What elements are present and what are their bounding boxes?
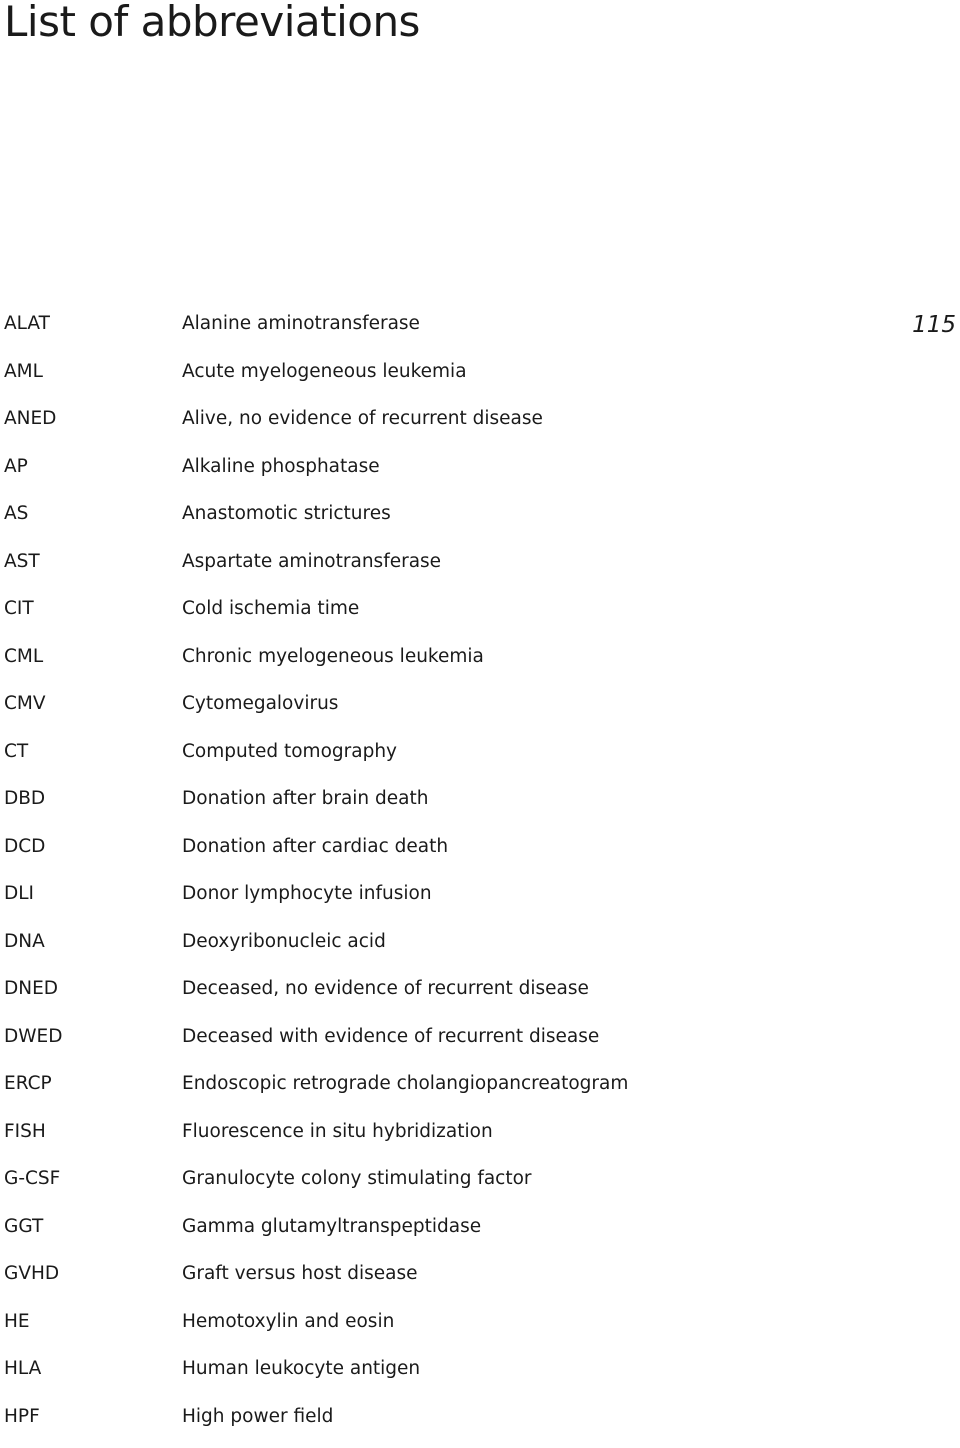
abbreviation-row (0, 783, 900, 831)
abbreviation-term: DBD (0, 783, 182, 815)
page-title: List of abbreviations (4, 0, 420, 46)
abbreviation-definition: Granulocyte colony stimulating factor (182, 1163, 532, 1195)
abbreviation-definition: Chronic myelogeneous leukemia (182, 641, 484, 673)
abbreviation-term: CIT (0, 593, 182, 625)
abbreviation-term: AS (0, 498, 182, 530)
abbreviation-row (0, 1306, 900, 1354)
abbreviation-term: GGT (0, 1211, 182, 1243)
abbreviation-row (0, 878, 900, 926)
abbreviation-term: CML (0, 641, 182, 673)
abbreviation-row (0, 308, 900, 356)
abbreviation-row (0, 546, 900, 594)
abbreviation-term: G-CSF (0, 1163, 182, 1195)
abbreviation-term: AML (0, 356, 182, 388)
abbreviation-row (0, 593, 900, 641)
abbreviation-row (0, 1258, 900, 1306)
abbreviation-term: CT (0, 736, 182, 768)
abbreviation-definition: Alanine aminotransferase (182, 308, 420, 340)
abbreviation-term: DWED (0, 1021, 182, 1053)
abbreviation-term: DNED (0, 973, 182, 1005)
abbreviation-row (0, 498, 900, 546)
abbreviation-definition: Computed tomography (182, 736, 397, 768)
abbreviation-row (0, 641, 900, 689)
abbreviation-definition: Acute myelogeneous leukemia (182, 356, 467, 388)
abbreviation-list (0, 308, 900, 1448)
abbreviation-row (0, 451, 900, 499)
abbreviation-definition: Gamma glutamyltranspeptidase (182, 1211, 481, 1243)
abbreviation-row (0, 1021, 900, 1069)
abbreviation-row (0, 1068, 900, 1116)
abbreviation-definition: Alive, no evidence of recurrent disease (182, 403, 543, 435)
abbreviation-definition: High power field (182, 1401, 333, 1433)
abbreviation-definition: Deoxyribonucleic acid (182, 926, 386, 958)
abbreviation-term: ALAT (0, 308, 182, 340)
abbreviation-row (0, 926, 900, 974)
abbreviation-term: AP (0, 451, 182, 483)
abbreviation-term: FISH (0, 1116, 182, 1148)
abbreviation-row (0, 403, 900, 451)
page-number: 115 (912, 309, 956, 341)
abbreviation-definition: Fluorescence in situ hybridization (182, 1116, 493, 1148)
abbreviation-term: HE (0, 1306, 182, 1338)
abbreviation-definition: Anastomotic strictures (182, 498, 391, 530)
abbreviation-row (0, 1116, 900, 1164)
abbreviation-row (0, 1353, 900, 1401)
abbreviation-term: AST (0, 546, 182, 578)
abbreviation-term: DLI (0, 878, 182, 910)
abbreviation-term: GVHD (0, 1258, 182, 1290)
abbreviation-definition: Alkaline phosphatase (182, 451, 380, 483)
abbreviation-definition: Endoscopic retrograde cholangiopancreatogram (182, 1068, 628, 1100)
abbreviation-term: DCD (0, 831, 182, 863)
abbreviation-definition: Deceased with evidence of recurrent disease (182, 1021, 599, 1053)
abbreviation-term: HPF (0, 1401, 182, 1433)
abbreviation-row (0, 1401, 900, 1448)
abbreviation-row (0, 1163, 900, 1211)
abbreviation-definition: Cold ischemia time (182, 593, 359, 625)
abbreviation-term: HLA (0, 1353, 182, 1385)
abbreviation-row (0, 973, 900, 1021)
abbreviation-definition: Cytomegalovirus (182, 688, 338, 720)
abbreviation-row (0, 831, 900, 879)
abbreviation-term: CMV (0, 688, 182, 720)
abbreviation-definition: Hemotoxylin and eosin (182, 1306, 394, 1338)
abbreviation-row (0, 688, 900, 736)
abbreviation-definition: Donation after brain death (182, 783, 428, 815)
abbreviation-definition: Aspartate aminotransferase (182, 546, 441, 578)
abbreviation-definition: Donor lymphocyte infusion (182, 878, 432, 910)
abbreviation-row (0, 1211, 900, 1259)
abbreviation-term: ERCP (0, 1068, 182, 1100)
abbreviation-definition: Graft versus host disease (182, 1258, 418, 1290)
abbreviation-definition: Donation after cardiac death (182, 831, 448, 863)
abbreviation-term: ANED (0, 403, 182, 435)
abbreviation-definition: Human leukocyte antigen (182, 1353, 420, 1385)
abbreviation-term: DNA (0, 926, 182, 958)
abbreviation-definition: Deceased, no evidence of recurrent disease (182, 973, 589, 1005)
abbreviation-row (0, 356, 900, 404)
abbreviation-row (0, 736, 900, 784)
